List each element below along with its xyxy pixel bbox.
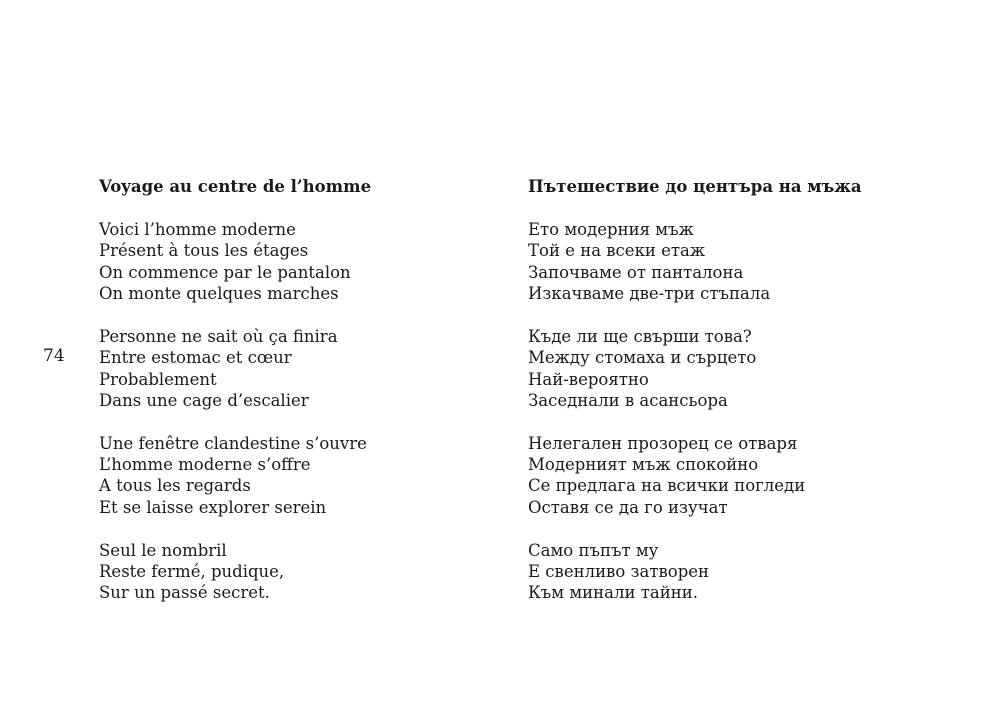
bulgarian-poem-title: Пътешествие до центъра на мъжа <box>528 177 862 196</box>
poem-line: On commence par le pantalon <box>99 262 351 282</box>
poem-line: Къде ли ще свърши това? <box>528 326 752 346</box>
poem-line: Présent à tous les étages <box>99 241 309 261</box>
poem-line: Ето модерния мъж <box>528 219 694 239</box>
poem-line: Той е на всеки етаж <box>528 241 706 261</box>
french-stanza-3 <box>99 433 371 519</box>
french-poem <box>99 176 371 625</box>
poem-line: Е свенливо затворен <box>528 562 710 582</box>
poem-line: Voici l’homme moderne <box>99 219 296 239</box>
poem-line: Probablement <box>99 369 217 389</box>
poem-line: Personne ne sait où ça finira <box>99 326 338 346</box>
french-stanza-4 <box>99 540 371 604</box>
bulgarian-stanza-2 <box>528 326 862 412</box>
poem-line: Entre estomac et cœur <box>99 348 292 368</box>
poem-line: Seul le nombril <box>99 540 227 560</box>
poem-line: Dans une cage d’escalier <box>99 390 309 410</box>
french-poem-title: Voyage au centre de l’homme <box>99 177 372 196</box>
poem-line: Оставя се да го изучат <box>528 497 728 517</box>
poem-line: Се предлага на всички погледи <box>528 476 806 496</box>
poem-line: Към минали тайни. <box>528 583 698 603</box>
poem-line: Sur un passé secret. <box>99 583 270 603</box>
poem-line: Une fenêtre clandestine s’ouvre <box>99 433 367 453</box>
poem-line: Най-вероятно <box>528 369 649 389</box>
poem-line: Само пъпът му <box>528 540 659 560</box>
poem-line: Модерният мъж спокойно <box>528 455 759 475</box>
poem-line: On monte quelques marches <box>99 283 339 303</box>
poem-line: Reste fermé, pudique, <box>99 562 285 582</box>
poem-line: Нелегален прозорец се отваря <box>528 433 798 453</box>
bulgarian-stanza-4 <box>528 540 862 604</box>
poem-line: Et se laisse explorer serein <box>99 497 327 517</box>
french-stanza-1 <box>99 219 371 305</box>
page-number: 74 <box>43 346 65 366</box>
poem-line: Изкачваме две-три стъпала <box>528 283 771 303</box>
french-stanza-2 <box>99 326 371 412</box>
poem-line: L’homme moderne s’offre <box>99 455 311 475</box>
bulgarian-stanza-1 <box>528 219 862 305</box>
poem-line: A tous les regards <box>99 476 251 496</box>
poem-line: Заседнали в асансьора <box>528 390 728 410</box>
bulgarian-poem <box>528 176 862 625</box>
poem-line: Между стомаха и сърцето <box>528 348 757 368</box>
bulgarian-stanza-3 <box>528 433 862 519</box>
poem-line: Започваме от панталона <box>528 262 744 282</box>
